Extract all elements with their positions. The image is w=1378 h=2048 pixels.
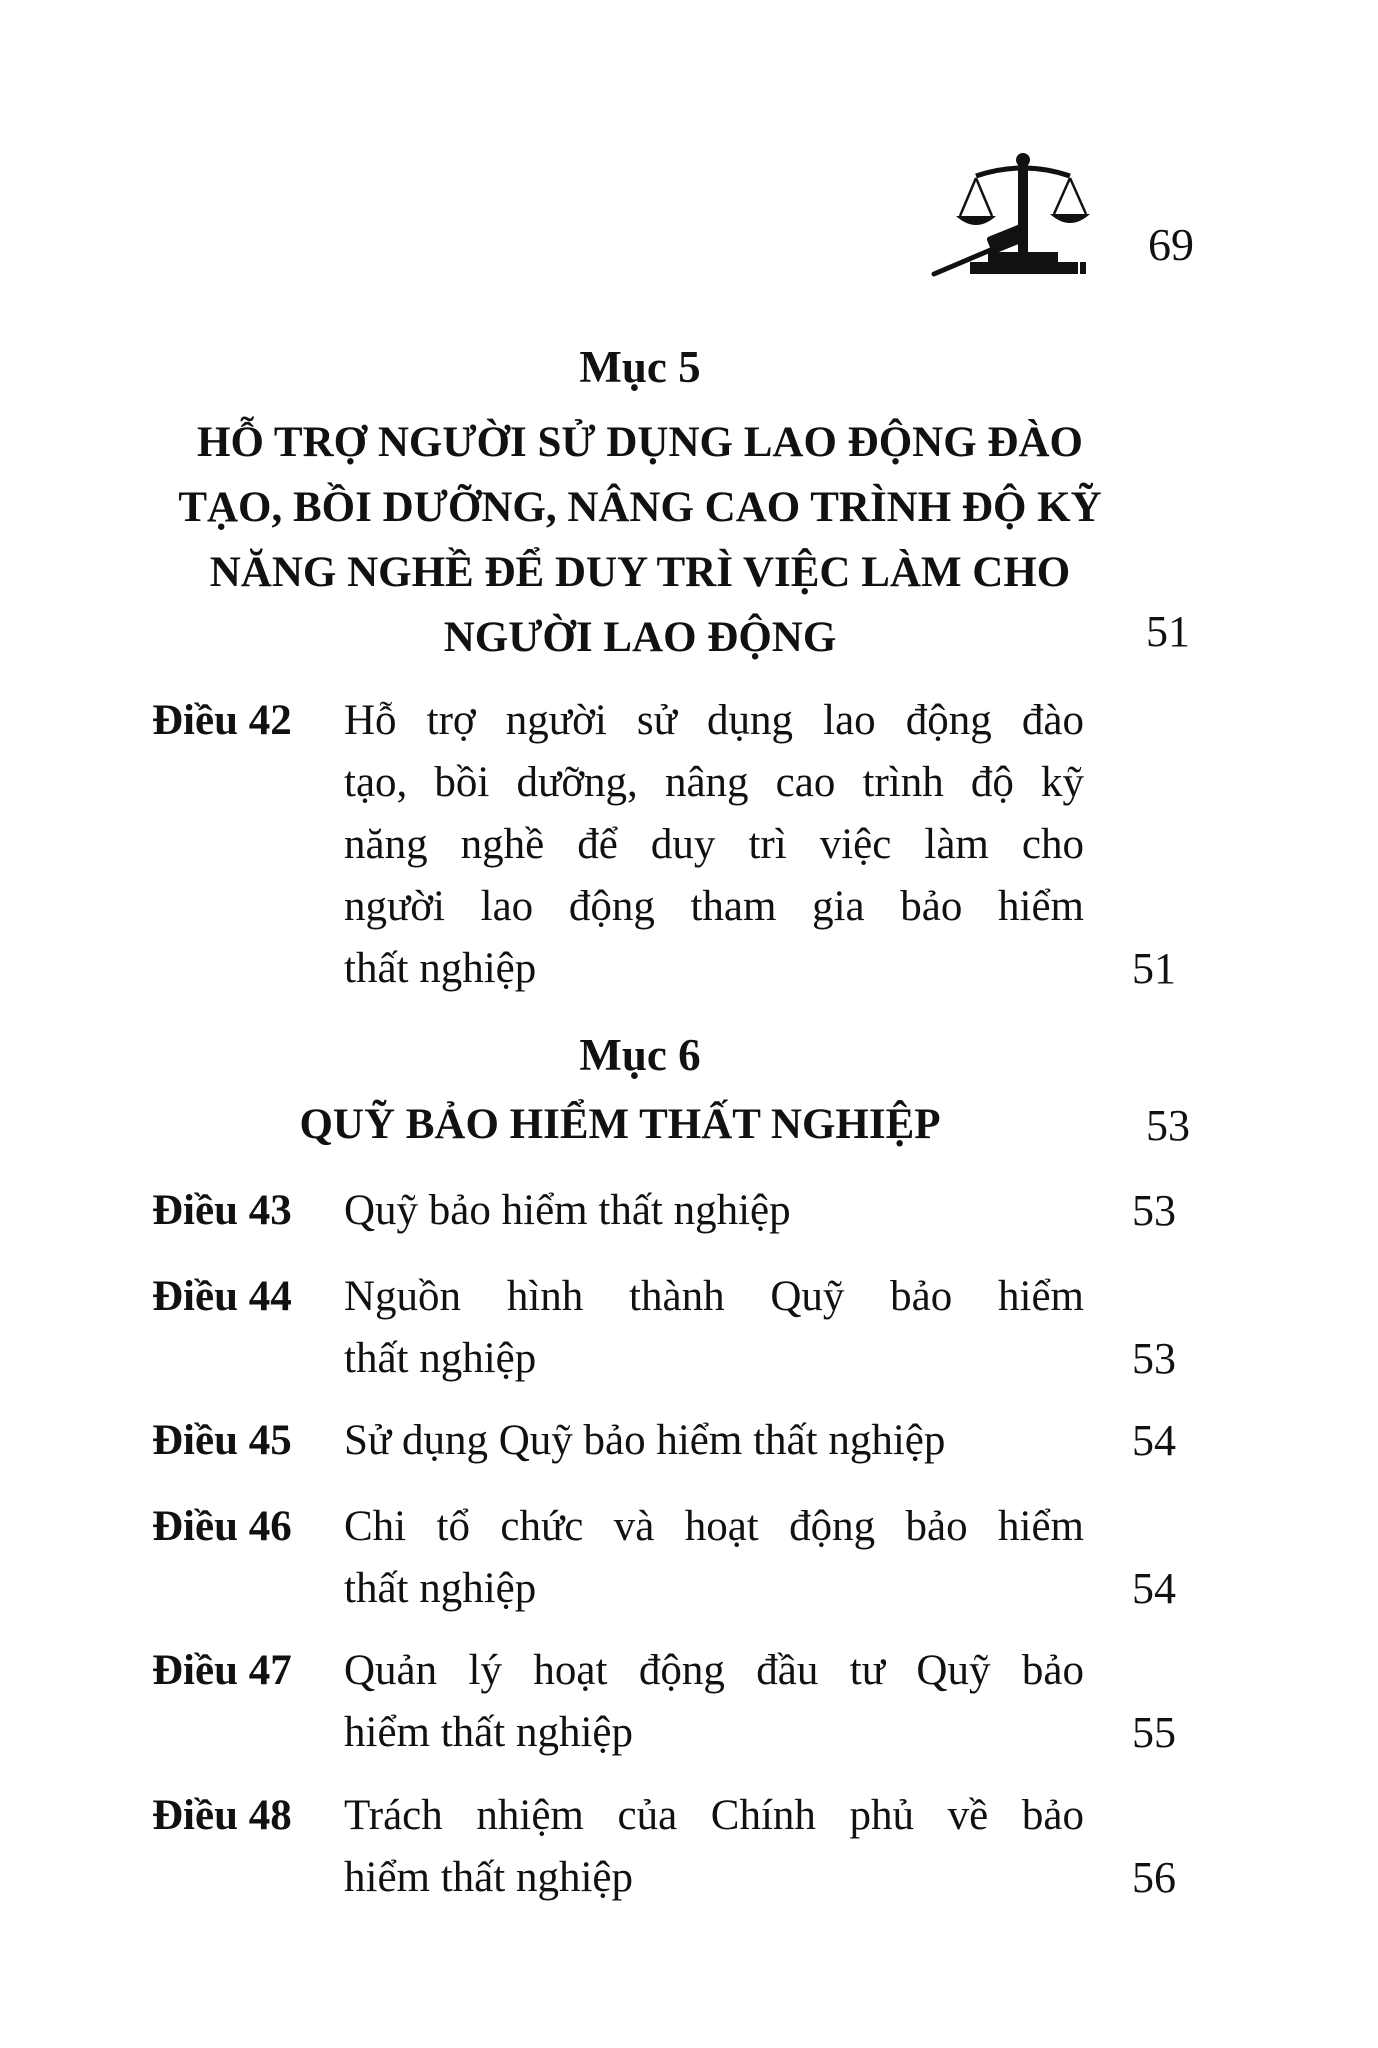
entry-title	[344, 1180, 1084, 1242]
entry-page-ref: 55	[1132, 1708, 1176, 1757]
section-6-label: Mục 6	[579, 1030, 701, 1080]
entry-title-line: Sử dụng Quỹ bảo hiểm thất nghiệp	[344, 1417, 946, 1464]
entry-number: Điều 47	[152, 1647, 292, 1694]
section-5-title-line: NĂNG NGHỀ ĐỂ DUY TRÌ VIỆC LÀM CHO	[209, 549, 1071, 596]
entry-title	[344, 1266, 1084, 1390]
entry-page-ref: 54	[1132, 1416, 1176, 1465]
entry-title	[344, 690, 1084, 1000]
entry-title-line: thất nghiệp	[344, 1335, 537, 1382]
page-number: 69	[1148, 219, 1194, 270]
entry-number: Điều 42	[152, 697, 292, 744]
section-5-label: Mục 5	[579, 342, 701, 392]
entry-title-line: người lao động tham gia bảo hiểm	[344, 883, 1084, 930]
section-6-title-line: QUỸ BẢO HIỂM THẤT NGHIỆP	[299, 1101, 941, 1148]
entry-title-line: thất nghiệp	[344, 945, 537, 992]
entry-page-ref: 54	[1132, 1564, 1176, 1613]
entry-number: Điều 48	[152, 1792, 292, 1839]
entry-title	[344, 1785, 1084, 1909]
entry-page-ref: 53	[1132, 1334, 1176, 1383]
entry-number: Điều 44	[152, 1273, 292, 1320]
entry-title-line: hiểm thất nghiệp	[344, 1709, 633, 1756]
scales-of-justice-and-gavel-icon	[930, 150, 1120, 280]
section-5-title-line: HỖ TRỢ NGƯỜI SỬ DỤNG LAO ĐỘNG ĐÀO	[197, 419, 1083, 466]
entry-title	[344, 1410, 1084, 1472]
section-5-title	[160, 410, 1120, 670]
entry-title	[344, 1640, 1084, 1764]
entry-title-line: tạo, bồi dưỡng, nâng cao trình độ kỹ	[344, 759, 1084, 806]
entry-title-line: Nguồn hình thành Quỹ bảo hiểm	[344, 1273, 1084, 1320]
section-6-page-ref: 53	[1146, 1101, 1190, 1150]
section-5-page-ref: 51	[1146, 607, 1190, 656]
entry-title-line: Quỹ bảo hiểm thất nghiệp	[344, 1187, 791, 1234]
entry-number: Điều 46	[152, 1503, 292, 1550]
entry-title-line: Hỗ trợ người sử dụng lao động đào	[344, 697, 1084, 744]
entry-title-line: Quản lý hoạt động đầu tư Quỹ bảo	[344, 1647, 1084, 1694]
entry-title-line: hiểm thất nghiệp	[344, 1854, 633, 1901]
entry-title	[344, 1496, 1084, 1620]
entry-page-ref: 53	[1132, 1186, 1176, 1235]
entry-title-line: thất nghiệp	[344, 1565, 537, 1612]
section-6-title	[180, 1092, 1060, 1157]
entry-page-ref: 51	[1132, 944, 1176, 993]
section-5-title-line: NGƯỜI LAO ĐỘNG	[443, 614, 837, 661]
section-5-title-line: TẠO, BỒI DƯỠNG, NÂNG CAO TRÌNH ĐỘ KỸ	[178, 484, 1102, 531]
entry-number: Điều 45	[152, 1417, 292, 1464]
entry-title-line: Chi tổ chức và hoạt động bảo hiểm	[344, 1503, 1084, 1550]
entry-title-line: Trách nhiệm của Chính phủ về bảo	[344, 1792, 1084, 1839]
entry-number: Điều 43	[152, 1187, 292, 1234]
entry-page-ref: 56	[1132, 1853, 1176, 1902]
entry-title-line: năng nghề để duy trì việc làm cho	[344, 821, 1084, 868]
